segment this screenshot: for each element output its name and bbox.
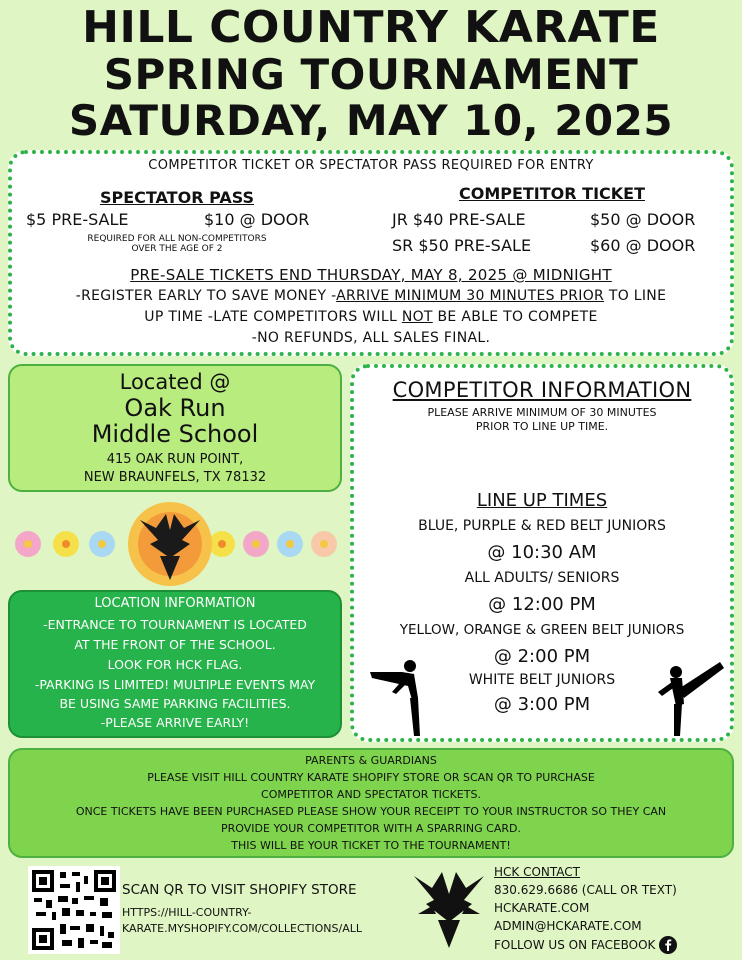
jr-presale: JR $40 PRE-SALE: [392, 210, 526, 229]
rules-line-2a: UP TIME -LATE COMPETITORS WILL: [144, 309, 402, 325]
group-1-time: @ 10:30 AM: [487, 542, 597, 563]
rules-line-2c: BE ABLE TO COMPETE: [432, 309, 598, 325]
competitor-info-box: [350, 364, 734, 742]
school-name-2: Middle School: [91, 420, 259, 448]
parents-line-2: PLEASE VISIT HILL COUNTRY KARATE SHOPIFY STORE OR SCAN QR TO PURCHASE: [147, 771, 595, 784]
flower-row: [8, 500, 342, 590]
location-info-line-4: -PARKING IS LIMITED! MULTIPLE EVENTS MAY: [34, 677, 316, 692]
lineup-times-title: LINE UP TIMES: [476, 490, 608, 511]
address-line-1: 415 OAK RUN POINT,: [106, 452, 244, 467]
presale-end-notice: PRE-SALE TICKETS END THURSDAY, MAY 8, 2025 @ MIDNIGHT: [130, 266, 612, 284]
contact-title: HCK CONTACT: [494, 865, 580, 879]
parents-line-3: COMPETITOR AND SPECTATOR TICKETS.: [261, 788, 481, 801]
location-info-line-1: -ENTRANCE TO TOURNAMENT IS LOCATED: [43, 617, 307, 632]
group-3-time: @ 2:00 PM: [493, 646, 591, 667]
scan-qr-label: SCAN QR TO VISIT SHOPIFY STORE: [122, 882, 357, 898]
group-2-name: ALL ADULTS/ SENIORS: [464, 570, 620, 586]
facebook-label: FOLLOW US ON FACEBOOK: [494, 938, 656, 952]
spectator-note-1: REQUIRED FOR ALL NON-COMPETITORS: [87, 234, 267, 244]
rules-line-3: -NO REFUNDS, ALL SALES FINAL.: [251, 330, 491, 346]
location-info-line-3: LOOK FOR HCK FLAG.: [107, 657, 243, 672]
location-info-line-2: AT THE FRONT OF THE SCHOOL.: [74, 637, 276, 652]
sr-door: $60 @ DOOR: [590, 236, 696, 255]
contact-phone[interactable]: 830.629.6686 (CALL OR TEXT): [494, 883, 677, 897]
parents-line-5: PROVIDE YOUR COMPETITOR WITH A SPARRING CARD.: [221, 822, 521, 835]
title-line-3: SATURDAY, MAY 10, 2025: [68, 96, 674, 145]
parents-line-6: THIS WILL BE YOUR TICKET TO THE TOURNAMENT!: [231, 839, 511, 852]
jr-door: $50 @ DOOR: [590, 210, 696, 229]
tickets-box: [8, 150, 734, 356]
sr-presale: SR $50 PRE-SALE: [392, 236, 532, 255]
group-3-name: YELLOW, ORANGE & GREEN BELT JUNIORS: [399, 622, 685, 638]
parents-line-1: PARENTS & GUARDIANS: [305, 754, 437, 767]
rules-line-1c: TO LINE: [604, 288, 667, 304]
rules-line-1: [12, 288, 730, 304]
spectator-presale: $5 PRE-SALE: [26, 210, 129, 229]
rules-line-2: [12, 309, 730, 325]
location-info-line-5: BE USING SAME PARKING FACILITIES.: [59, 696, 291, 711]
spectator-note-2: OVER THE AGE OF 2: [131, 244, 223, 254]
title-line-1: HILL COUNTRY KARATE: [82, 2, 660, 53]
rules-line-2b: NOT: [401, 309, 433, 325]
contact-website[interactable]: HCKARATE.COM: [494, 901, 590, 915]
phoenix-logo-icon: [128, 502, 212, 586]
group-4-time: @ 3:00 PM: [493, 694, 591, 715]
spectator-title: SPECTATOR PASS: [99, 188, 255, 207]
spectator-door: $10 @ DOOR: [204, 210, 310, 229]
karate-kick-silhouette-icon: [362, 658, 432, 738]
qr-code-icon: [30, 868, 118, 952]
karate-kick-silhouette-icon: [654, 658, 726, 738]
title-line-2: SPRING TOURNAMENT: [103, 50, 639, 99]
rules-line-1b: ARRIVE MINIMUM 30 MINUTES PRIOR: [336, 288, 605, 304]
parents-box: [8, 748, 734, 858]
address-line-2: NEW BRAUNFELS, TX 78132: [83, 470, 267, 485]
parents-line-4: ONCE TICKETS HAVE BEEN PURCHASED PLEASE SHOW YOUR RECEIPT TO YOUR INSTRUCTOR SO THEY CAN: [75, 805, 667, 818]
group-4-name: WHITE BELT JUNIORS: [468, 672, 616, 688]
contact-email[interactable]: ADMIN@HCKARATE.COM: [494, 919, 642, 933]
location-info-title: LOCATION INFORMATION: [94, 596, 256, 611]
facebook-link[interactable]: [494, 936, 677, 954]
shopify-url-1[interactable]: HTTPS://HILL-COUNTRY-: [122, 906, 252, 919]
group-1-name: BLUE, PURPLE & RED BELT JUNIORS: [418, 518, 666, 534]
ticket-required-note: COMPETITOR TICKET OR SPECTATOR PASS REQUIRED FOR ENTRY: [148, 158, 594, 173]
location-box: [8, 364, 342, 492]
located-at: Located @: [119, 370, 231, 394]
school-name-1: Oak Run: [124, 394, 226, 422]
facebook-icon: [659, 936, 677, 954]
location-info-box: [8, 590, 342, 738]
shopify-url-2[interactable]: KARATE.MYSHOPIFY.COM/COLLECTIONS/ALL: [122, 922, 362, 935]
rules-line-1a: -REGISTER EARLY TO SAVE MONEY -: [75, 288, 337, 304]
phoenix-logo-icon: [412, 870, 486, 950]
arrive-note-2: PRIOR TO LINE UP TIME.: [475, 420, 609, 433]
group-2-time: @ 12:00 PM: [488, 594, 596, 615]
arrive-note-1: PLEASE ARRIVE MINIMUM OF 30 MINUTES: [427, 406, 657, 419]
competitor-info-title: COMPETITOR INFORMATION: [392, 378, 692, 402]
location-info-line-6: -PLEASE ARRIVE EARLY!: [100, 715, 250, 730]
competitor-ticket-title: COMPETITOR TICKET: [458, 184, 646, 203]
flower-decoration: [8, 500, 342, 590]
qr-code[interactable]: [28, 866, 120, 954]
